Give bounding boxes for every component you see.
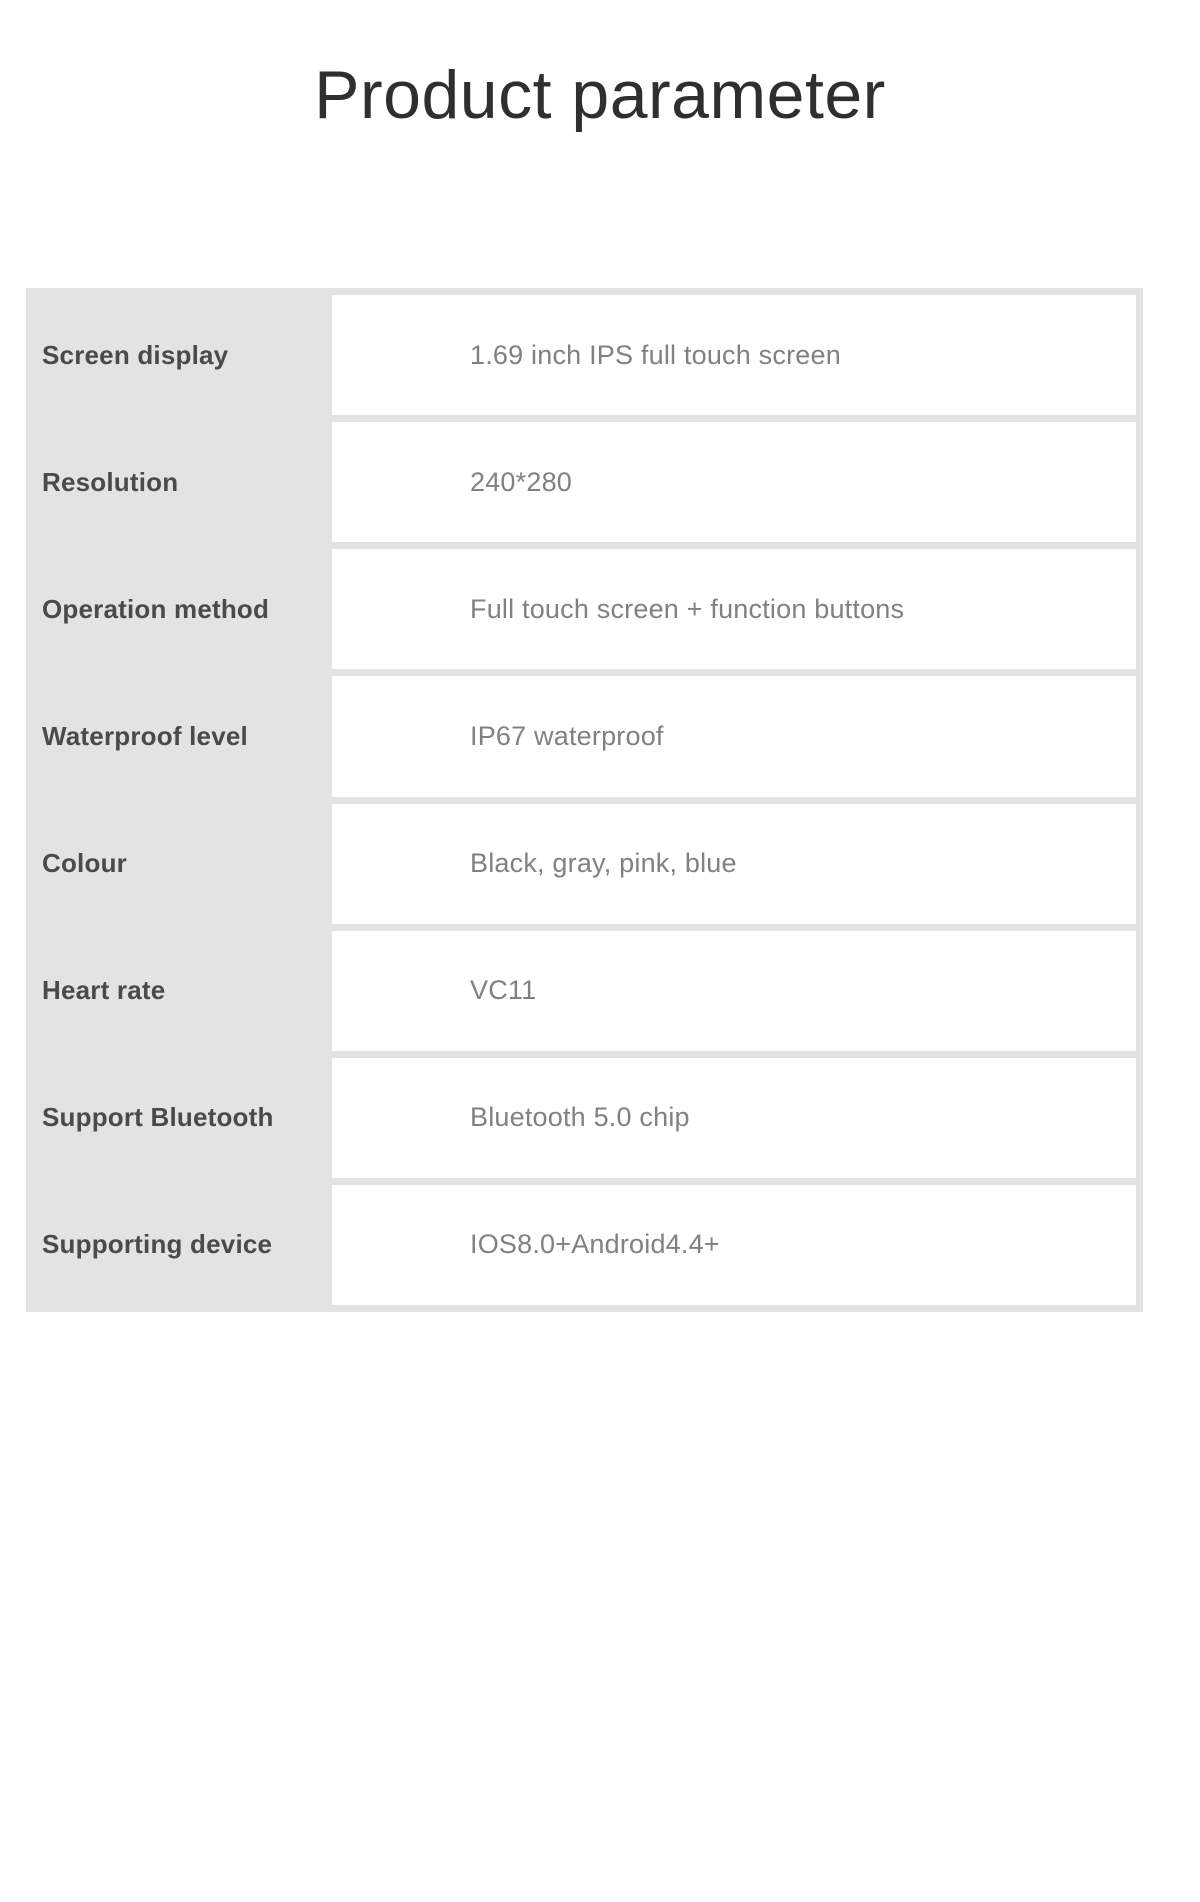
table-row: [26, 422, 1136, 542]
spec-label: Screen display: [42, 339, 229, 370]
spec-value: IP67 waterproof: [332, 676, 1136, 796]
spec-label: Heart rate: [42, 975, 166, 1006]
spec-label: Colour: [42, 848, 127, 879]
table-row: [26, 549, 1136, 669]
spec-value: IOS8.0+Android4.4+: [332, 1185, 1136, 1305]
spec-label: Resolution: [42, 466, 179, 497]
page-title: Product parameter: [314, 57, 886, 133]
spec-table: [26, 288, 1143, 1312]
spec-value: Bluetooth 5.0 chip: [332, 1058, 1136, 1178]
spec-label: Operation method: [42, 593, 270, 624]
table-row: [26, 676, 1136, 796]
table-row: [26, 1058, 1136, 1178]
spec-label: Waterproof level: [42, 720, 248, 751]
spec-value: 1.69 inch IPS full touch screen: [332, 295, 1136, 415]
table-row: [26, 804, 1136, 924]
table-row: [26, 1185, 1136, 1305]
table-row: [26, 931, 1136, 1051]
spec-value: Black, gray, pink, blue: [332, 804, 1136, 924]
spec-value: 240*280: [332, 422, 1136, 542]
spec-value: VC11: [332, 931, 1136, 1051]
spec-value: Full touch screen + function buttons: [332, 549, 1136, 669]
spec-label: Supporting device: [42, 1229, 273, 1260]
table-row: [26, 295, 1136, 415]
spec-label: Support Bluetooth: [42, 1102, 274, 1133]
